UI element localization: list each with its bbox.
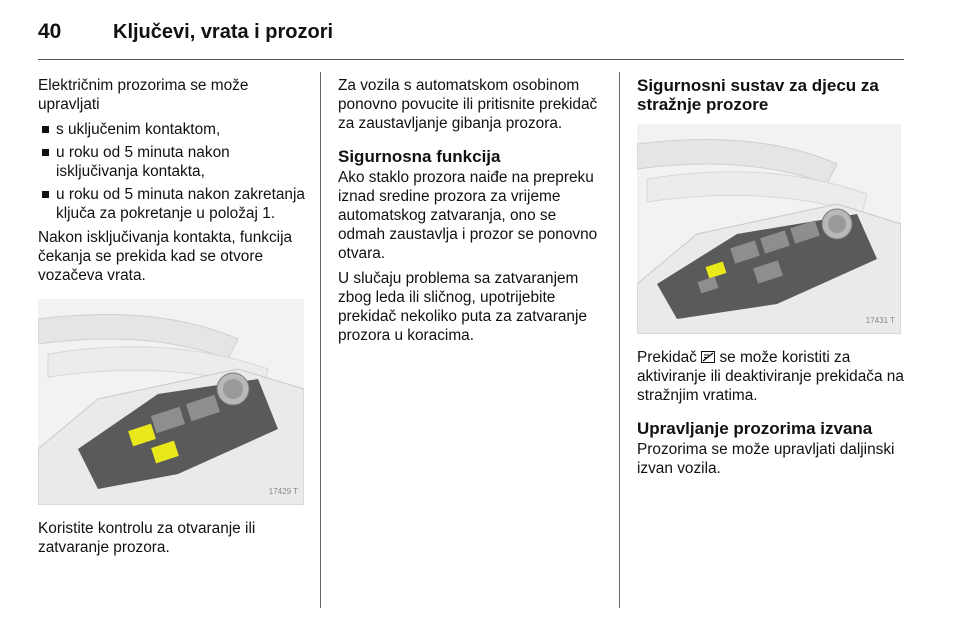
- page-header: [38, 12, 333, 52]
- header-rule: [38, 59, 904, 60]
- column-divider: [320, 72, 321, 608]
- section-heading: Sigurnosna funkcija: [338, 147, 501, 166]
- paragraph: Ako staklo prozora naiđe na prepreku iznad sredine prozora za vrijeme automatskog zatvaranja, ono se odmah zaustavlja i prozor se ponovno otvara.: [338, 169, 598, 262]
- list-item: u roku od 5 minuta nakon zakretanja ključa za pokretanje u položaj 1.: [38, 185, 306, 223]
- column-2: [338, 76, 606, 351]
- bullet-icon: [42, 191, 49, 198]
- child-lock-figure: [637, 124, 901, 334]
- paragraph: Prekidač se može koristiti za aktiviranje ili deaktiviranje prekidača na stražnjim vratima.: [637, 349, 904, 404]
- window-switch-figure: [38, 299, 304, 505]
- figure-caption: Koristite kontrolu za otvaranje ili zatvaranje prozora.: [38, 520, 256, 556]
- paragraph: Za vozila s automatskom osobinom ponovno povucite ili pritisnite prekidač za zaustavljanje gibanja prozora.: [338, 77, 598, 132]
- page-title: Ključevi, vrata i prozori: [113, 20, 334, 43]
- figure-code: 17429 T: [268, 487, 298, 496]
- intro-text: Električnim prozorima se može upravljati: [38, 77, 249, 113]
- child-lock-icon: [701, 351, 715, 363]
- paragraph: Prozorima se može upravljati daljinski izvan vozila.: [637, 441, 895, 477]
- bullet-icon: [42, 126, 49, 133]
- paragraph: U slučaju problema sa zatvaranjem zbog leda ili sličnog, upotrijebite prekidač nekoliko puta za zatvaranje prozora u koracima.: [338, 270, 587, 344]
- bullet-icon: [42, 149, 49, 156]
- section-heading: Upravljanje prozorima izvana: [637, 419, 873, 438]
- column-1: [38, 76, 306, 563]
- figure-code: 17431 T: [865, 316, 895, 325]
- window-switch-illustration: [38, 299, 304, 505]
- list-item: s uključenim kontaktom,: [38, 120, 306, 139]
- child-lock-illustration: [637, 124, 901, 334]
- column-3: [637, 76, 907, 484]
- condition-list: [38, 120, 306, 223]
- column-divider: [619, 72, 620, 608]
- list-item: u roku od 5 minuta nakon isključivanja kontakta,: [38, 143, 306, 181]
- page-number: 40: [38, 20, 62, 43]
- section-heading: Sigurnosni sustav za djecu za stražnje prozore: [637, 76, 879, 114]
- paragraph: Nakon isključivanja kontakta, funkcija čekanja se prekida kad se otvore vozačeva vrata.: [38, 229, 293, 284]
